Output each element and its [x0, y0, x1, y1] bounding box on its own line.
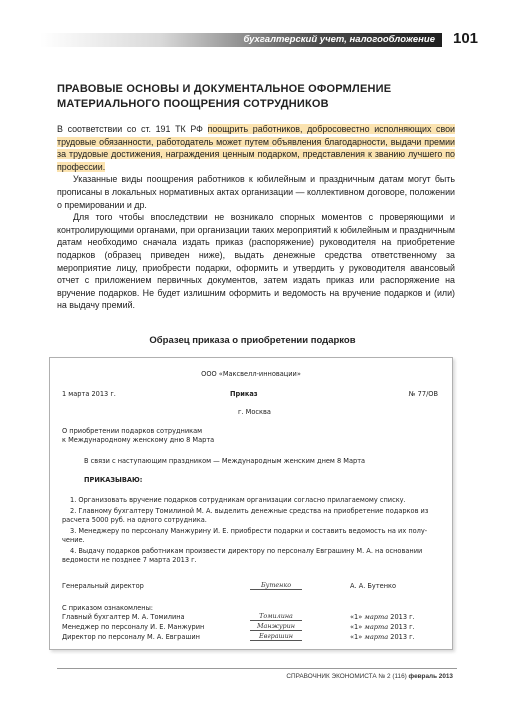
paragraph-1 — [57, 123, 455, 173]
order-item-3-line2: чение. — [62, 536, 85, 544]
order-city: г. Москва — [238, 408, 271, 416]
order-subject-line1: О приобретении подарков сотрудникам — [62, 427, 203, 435]
director-signature: Бутенко — [250, 581, 302, 590]
order-org: ООО «Максвелл-инновации» — [201, 370, 301, 378]
footer-month: февраль 2013 — [406, 673, 453, 680]
signer-date: «1» марта 2013 г. — [350, 613, 415, 621]
page-number: 101 — [453, 30, 479, 47]
signer-date: «1» марта 2013 г. — [350, 623, 415, 631]
section-header: бухгалтерский учет, налогообложение — [243, 34, 435, 45]
signer-date: «1» марта 2013 г. — [350, 633, 415, 641]
article-title-line1: ПРАВОВЫЕ ОСНОВЫ И ДОКУМЕНТАЛЬНОЕ ОФОРМЛЕНИЕ — [57, 83, 392, 95]
paragraph-2: Указанные виды поощрения работников к юбилейным и праздничным датам могут быть прописаны в локальных нормативных актах организации — коллективном договоре, положении о премировании и др. — [57, 174, 455, 210]
paragraph-1-lead: В соответствии со ст. 191 ТК РФ — [57, 124, 208, 134]
order-item-4-line2: ведомости не позднее 7 марта 2013 г. — [62, 556, 197, 564]
order-preamble: В связи с наступающим праздником — Международным женским днем 8 Марта — [84, 457, 366, 465]
signer-signature: Манжурин — [250, 622, 302, 631]
signer-role: Менеджер по персоналу И. Е. Манжурин — [62, 623, 205, 631]
highlighted-text: поощрить работников, добросовестно исполняющих свои трудовые обязанности, работодатель может путем объявления благодарности, выдачи премии за трудовые достижения, награждения ценным подарком, представления к званию лучшего по профессии. — [57, 124, 455, 172]
footer-divider — [57, 668, 457, 669]
acquainted-label: С приказом ознакомлены: — [62, 604, 154, 612]
order-doc-type: Приказ — [230, 390, 258, 398]
director-name: А. А. Бутенко — [350, 582, 397, 590]
article-title-line2: МАТЕРИАЛЬНОГО ПООЩРЕНИЯ СОТРУДНИКОВ — [57, 98, 329, 110]
order-item-2-line1: 2. Главному бухгалтеру Томилиной М. А. выделить денежные средства на приобретение подарков из — [70, 507, 429, 515]
order-document — [49, 357, 453, 650]
order-word: ПРИКАЗЫВАЮ: — [84, 476, 143, 484]
article-title — [57, 82, 457, 112]
signer-role: Директор по персоналу М. А. Евграшин — [62, 633, 200, 641]
director-title: Генеральный директор — [62, 582, 144, 590]
sample-title: Образец приказа о приобретении подарков — [149, 335, 356, 346]
signer-role: Главный бухгалтер М. А. Томилина — [62, 613, 185, 621]
order-item-4-line1: 4. Выдачу подарков работникам произвести директору по персоналу Евграшину М. А. на основании — [70, 547, 423, 555]
order-date: 1 марта 2013 г. — [62, 390, 116, 398]
order-item-3-line1: 3. Менеджеру по персоналу Манжурину И. Е. приобрести подарки и составить ведомость на их полу- — [70, 527, 428, 535]
article-body — [57, 123, 455, 312]
signer-signature: Томилина — [250, 612, 302, 621]
order-item-2-line2: расчета 5000 руб. на одного сотрудника. — [62, 516, 207, 524]
order-number: № 77/ОВ — [408, 390, 438, 398]
footer-journal: СПРАВОЧНИК ЭКОНОМИСТА № 2 (116) — [286, 673, 407, 680]
footer — [286, 673, 453, 680]
order-item-1: 1. Организовать вручение подарков сотрудникам организации согласно прилагаемому списку. — [70, 496, 406, 504]
order-subject-line2: к Международному женскому дню 8 Марта — [62, 436, 215, 444]
signer-signature: Евграшин — [250, 632, 302, 641]
paragraph-3: Для того чтобы впоследствии не возникало спорных моментов с проверяющими и контролирующими органами, при организации таких мероприятий к юбилейным и праздничным датам необходимо сначала издать приказ (распоряжение) руководителя на приобретение подарков (образец приведен ниже), выдать денежные средства ответственному за мероприятие лицу, приобрести подарки, оформить и утвердить у руководителя авансовый отчет с приложением первичных документов, затем издать приказ или распоряжение на вручение подарков. Не будет излишним оформить и ведомость на вручение подарков и (или) на выдачу премий. — [57, 212, 455, 311]
